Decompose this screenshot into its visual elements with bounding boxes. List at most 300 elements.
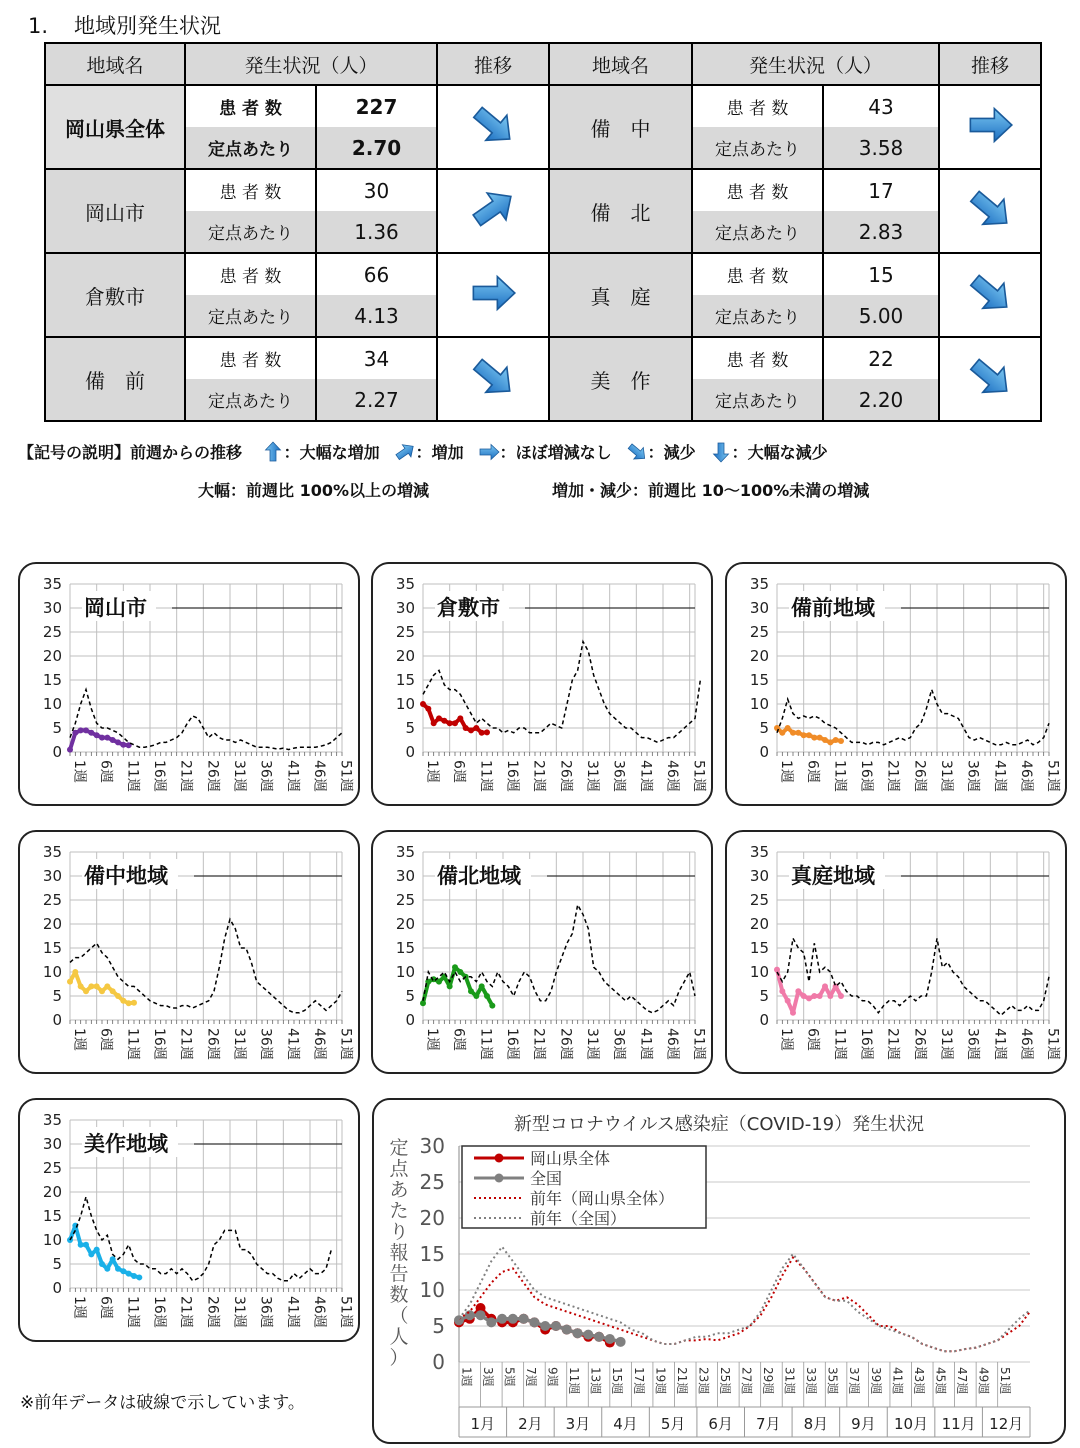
- x-tick-label: 36週: [610, 1028, 627, 1060]
- status-values: [185, 85, 437, 169]
- region-name: 美 作: [549, 337, 692, 421]
- x-tick-label: 26週: [911, 760, 928, 792]
- data-point: [94, 732, 100, 738]
- data-point: [88, 730, 94, 736]
- x-tick-label: 36週: [610, 760, 627, 792]
- y-tick-label: 20: [42, 1183, 62, 1201]
- x-tick-label: 49週: [976, 1367, 991, 1395]
- data-point: [806, 732, 812, 738]
- y-axis-label-char: り: [389, 1221, 409, 1243]
- data-point: [78, 1242, 84, 1248]
- y-tick-label: 5: [759, 987, 769, 1005]
- y-tick-label: 20: [749, 647, 769, 665]
- data-point: [94, 1247, 100, 1253]
- data-point: [420, 701, 426, 707]
- data-point: [115, 993, 121, 999]
- prev-year-series-line: [70, 919, 342, 1013]
- data-point: [529, 1317, 539, 1327]
- data-point: [484, 993, 490, 999]
- increase-arrow-icon: [394, 441, 416, 467]
- patients-value: 22: [868, 346, 894, 371]
- y-axis-label-char: （: [389, 1305, 409, 1327]
- x-tick-label: 36週: [257, 1296, 274, 1328]
- x-tick-label: 41週: [284, 1296, 301, 1328]
- y-tick-label: 25: [42, 891, 62, 909]
- chart-svg: [20, 1100, 358, 1340]
- y-tick-label: 25: [749, 891, 769, 909]
- per-sentinel-label: 定点あたり: [693, 379, 824, 420]
- x-tick-label: 46週: [664, 760, 680, 792]
- trend-legend: 【記号の説明】前週からの推移 ：大幅な増加 ：増加 ：ほぼ増減なし ：減少 ：大幅な減少: [18, 440, 828, 467]
- data-point: [120, 742, 126, 748]
- data-point: [94, 983, 100, 989]
- data-point: [83, 727, 89, 733]
- data-point: [452, 720, 458, 726]
- patients-label: 患 者 数: [186, 254, 317, 295]
- month-label: 2月: [518, 1415, 543, 1433]
- x-tick-label: 47週: [954, 1367, 969, 1395]
- prev-year-series-line: [777, 938, 1049, 1015]
- data-point: [838, 993, 844, 999]
- x-tick-label: 11週: [124, 1028, 141, 1060]
- trend-cell: [939, 85, 1041, 169]
- y-tick-label: 10: [749, 695, 769, 713]
- x-tick-label: 36週: [964, 1028, 981, 1060]
- region-chart: [725, 830, 1067, 1074]
- per-sentinel-label: 定点あたり: [186, 127, 317, 168]
- per-sentinel-value: 1.36: [317, 211, 436, 252]
- y-tick-label: 10: [395, 963, 415, 981]
- x-tick-label: 17週: [631, 1367, 646, 1395]
- x-tick-label: 46週: [311, 1296, 327, 1328]
- patients-value: 17: [868, 178, 894, 203]
- x-tick-label: 51週: [337, 1028, 354, 1060]
- x-tick-label: 26週: [204, 760, 221, 792]
- data-point: [497, 1314, 507, 1324]
- series-line: [459, 1247, 1030, 1351]
- x-tick-label: 36週: [257, 760, 274, 792]
- y-tick-label: 35: [42, 1111, 62, 1129]
- patients-label: 患 者 数: [693, 338, 824, 379]
- x-tick-label: 23週: [696, 1367, 711, 1395]
- data-point: [447, 720, 453, 726]
- x-tick-label: 51週: [690, 1028, 707, 1060]
- y-axis-label-char: 報: [389, 1242, 409, 1264]
- data-point: [78, 727, 84, 733]
- x-tick-label: 21週: [530, 1028, 547, 1060]
- region-name: 岡山県全体: [45, 85, 185, 169]
- chart-title: 備前地域: [791, 596, 875, 620]
- data-point: [785, 998, 791, 1004]
- month-label: 8月: [803, 1415, 829, 1433]
- x-tick-label: 26週: [204, 1296, 221, 1328]
- trend-cell: [939, 169, 1041, 253]
- data-point: [486, 1317, 496, 1327]
- decrease-arrow-icon: [626, 441, 648, 467]
- x-tick-label: 6週: [804, 760, 821, 783]
- y-tick-label: 0: [405, 743, 415, 761]
- x-tick-label: 36週: [964, 760, 981, 792]
- data-point: [484, 729, 490, 735]
- x-tick-label: 41週: [637, 760, 654, 792]
- data-point: [67, 979, 73, 985]
- x-tick-label: 33週: [804, 1367, 819, 1395]
- data-point: [126, 1271, 132, 1277]
- x-tick-label: 5週: [502, 1367, 517, 1387]
- y-tick-label: 30: [395, 867, 415, 885]
- per-sentinel-label: 定点あたり: [693, 211, 824, 252]
- y-tick-label: 15: [749, 671, 769, 689]
- patients-value: 227: [355, 94, 398, 119]
- data-point: [99, 1261, 105, 1267]
- y-tick-label: 0: [759, 1011, 769, 1029]
- y-tick-label: 35: [395, 843, 415, 861]
- y-tick-label: 5: [52, 719, 62, 737]
- y-tick-label: 15: [42, 939, 62, 957]
- y-tick-label: 10: [42, 963, 62, 981]
- legend-label: 前年（岡山県全体）: [530, 1189, 675, 1208]
- y-tick-label: 25: [749, 623, 769, 641]
- header-status: 発生状況（人）: [185, 43, 437, 85]
- x-tick-label: 41週: [991, 760, 1008, 792]
- data-point: [540, 1321, 550, 1331]
- data-point: [431, 720, 437, 726]
- data-point: [468, 988, 474, 994]
- data-point: [457, 715, 463, 721]
- per-sentinel-value: 2.70: [317, 127, 436, 168]
- chart-svg: [20, 832, 358, 1072]
- y-tick-label: 5: [405, 719, 415, 737]
- x-tick-label: 1週: [71, 1028, 87, 1051]
- data-point: [88, 983, 94, 989]
- header-trend: 推移: [437, 43, 549, 85]
- x-tick-label: 31週: [231, 1296, 247, 1328]
- data-point: [454, 1315, 464, 1325]
- x-tick-label: 51週: [337, 760, 354, 792]
- patients-value: 30: [363, 178, 390, 203]
- data-point: [131, 1273, 137, 1279]
- y-tick-label: 20: [395, 647, 415, 665]
- x-tick-label: 6週: [804, 1028, 821, 1051]
- x-tick-label: 31週: [938, 760, 954, 792]
- legend-item: [478, 443, 612, 462]
- legend-item-label: ：大幅な増加: [283, 443, 380, 462]
- data-point: [594, 1332, 604, 1342]
- patients-label: 患 者 数: [186, 170, 317, 211]
- x-tick-label: 1週: [459, 1367, 474, 1387]
- data-point: [811, 735, 817, 741]
- legend-label: 岡山県全体: [530, 1149, 611, 1168]
- month-label: 11月: [941, 1415, 976, 1433]
- y-tick-label: 30: [749, 599, 769, 617]
- month-label: 10月: [893, 1415, 929, 1433]
- per-sentinel-label: 定点あたり: [186, 379, 317, 420]
- data-point: [489, 1003, 495, 1009]
- x-tick-label: 51週: [690, 760, 707, 792]
- x-tick-label: 16週: [504, 760, 520, 792]
- x-tick-label: 1週: [424, 760, 440, 783]
- header-trend: 推移: [939, 43, 1041, 85]
- y-tick-label: 10: [395, 695, 415, 713]
- chart-title: 備北地域: [437, 864, 521, 888]
- status-values: [692, 337, 939, 421]
- y-tick-label: 25: [419, 1170, 445, 1194]
- patients-value: 43: [868, 94, 894, 119]
- decrease-arrow-icon: [469, 384, 517, 406]
- month-label: 7月: [756, 1415, 781, 1433]
- data-point: [801, 732, 807, 738]
- y-tick-label: 25: [395, 623, 415, 641]
- y-tick-label: 0: [52, 1011, 62, 1029]
- y-tick-label: 25: [42, 623, 62, 641]
- y-tick-label: 0: [759, 743, 769, 761]
- header-status: 発生状況（人）: [692, 43, 939, 85]
- legend-item-label: ：ほぼ増減なし: [499, 443, 612, 462]
- y-tick-label: 5: [759, 719, 769, 737]
- data-point: [468, 727, 474, 733]
- data-point: [779, 730, 785, 736]
- x-tick-label: 16週: [858, 760, 874, 792]
- x-tick-label: 11週: [567, 1367, 582, 1395]
- legend-item-label: ：増加: [415, 443, 464, 462]
- y-tick-label: 5: [432, 1314, 445, 1338]
- data-point: [795, 730, 801, 736]
- increase-arrow-icon: [469, 216, 517, 238]
- per-sentinel-value: 2.20: [824, 379, 938, 420]
- x-tick-label: 26週: [204, 1028, 221, 1060]
- decrease-arrow-icon: [966, 384, 1014, 406]
- y-tick-label: 5: [52, 987, 62, 1005]
- x-tick-label: 21週: [177, 760, 194, 792]
- data-point: [473, 993, 479, 999]
- y-tick-label: 5: [405, 987, 415, 1005]
- per-sentinel-label: 定点あたり: [186, 211, 317, 252]
- table-row: [45, 253, 1041, 337]
- data-point: [120, 998, 126, 1004]
- x-tick-label: 3週: [480, 1367, 495, 1387]
- data-point: [779, 988, 785, 994]
- y-tick-label: 20: [395, 915, 415, 933]
- data-point: [83, 988, 89, 994]
- x-tick-label: 15週: [610, 1367, 625, 1395]
- data-point: [479, 983, 485, 989]
- status-values: [185, 169, 437, 253]
- x-tick-label: 1週: [424, 1028, 440, 1051]
- trend-cell: [437, 169, 549, 253]
- data-point: [126, 1000, 132, 1006]
- data-point: [806, 995, 812, 1001]
- x-tick-label: 13週: [588, 1367, 603, 1395]
- y-axis-label-char: た: [389, 1200, 409, 1222]
- table-row: [45, 85, 1041, 169]
- decrease-arrow-icon: [469, 132, 517, 154]
- x-tick-label: 7週: [524, 1367, 539, 1387]
- x-tick-label: 31週: [782, 1367, 797, 1395]
- y-tick-label: 20: [42, 915, 62, 933]
- x-tick-label: 26週: [557, 760, 574, 792]
- trend-cell: [437, 253, 549, 337]
- data-point: [573, 1328, 583, 1338]
- region-chart: [18, 562, 360, 806]
- status-values: [692, 169, 939, 253]
- month-label: 6月: [708, 1415, 733, 1433]
- legend-marker: [495, 1154, 504, 1163]
- data-point: [476, 1310, 486, 1320]
- flat-arrow-icon: [478, 441, 500, 467]
- y-tick-label: 20: [419, 1206, 445, 1230]
- data-point: [115, 739, 121, 745]
- x-tick-label: 16週: [858, 1028, 874, 1060]
- x-tick-label: 46週: [311, 760, 327, 792]
- y-tick-label: 15: [42, 1207, 62, 1225]
- chart-title: 倉敷市: [437, 596, 500, 620]
- data-point: [822, 737, 828, 743]
- patients-label: 患 者 数: [186, 86, 317, 127]
- table-row: [45, 337, 1041, 421]
- y-tick-label: 30: [42, 867, 62, 885]
- data-point: [447, 983, 453, 989]
- y-axis-label-char: 告: [389, 1263, 409, 1285]
- month-label: 9月: [851, 1415, 876, 1433]
- x-tick-label: 6週: [97, 1028, 114, 1051]
- x-tick-label: 46週: [311, 1028, 327, 1060]
- data-point: [104, 983, 110, 989]
- x-tick-label: 11週: [477, 1028, 494, 1060]
- chart-title: 美作地域: [84, 1132, 168, 1156]
- y-axis-label-char: 人: [389, 1326, 409, 1348]
- data-point: [465, 1310, 475, 1320]
- legend-label: 前年（全国）: [530, 1209, 627, 1228]
- x-tick-label: 51週: [337, 1296, 354, 1328]
- per-sentinel-label: 定点あたり: [186, 295, 317, 336]
- x-tick-label: 41週: [637, 1028, 654, 1060]
- data-point: [605, 1334, 615, 1344]
- data-point: [110, 737, 116, 743]
- chart-svg: [373, 564, 711, 804]
- decrease-arrow-icon: [966, 216, 1014, 238]
- y-tick-label: 0: [52, 1279, 62, 1297]
- y-tick-label: 0: [52, 743, 62, 761]
- x-tick-label: 31週: [584, 760, 600, 792]
- trend-cell: [939, 337, 1041, 421]
- y-axis-label-char: ）: [389, 1347, 409, 1369]
- x-tick-label: 51週: [998, 1367, 1013, 1395]
- chart-title: 真庭地域: [791, 864, 875, 888]
- x-tick-label: 26週: [557, 1028, 574, 1060]
- current-series-line: [70, 730, 129, 749]
- y-tick-label: 25: [395, 891, 415, 909]
- chart-svg: [374, 1100, 1064, 1442]
- data-point: [790, 1010, 796, 1016]
- y-tick-label: 30: [419, 1134, 445, 1158]
- y-tick-label: 35: [749, 843, 769, 861]
- x-tick-label: 29週: [761, 1367, 776, 1395]
- flat-arrow-icon: [469, 300, 517, 322]
- data-point: [473, 725, 479, 731]
- x-tick-label: 21週: [177, 1296, 194, 1328]
- data-point: [795, 988, 801, 994]
- x-tick-label: 36週: [257, 1028, 274, 1060]
- table-header-row: [45, 43, 1041, 85]
- data-point: [452, 964, 458, 970]
- chart-title: 備中地域: [84, 864, 168, 888]
- x-tick-label: 25週: [717, 1367, 732, 1395]
- x-tick-label: 41週: [890, 1367, 905, 1395]
- data-point: [104, 1266, 110, 1272]
- chart-svg: [727, 832, 1065, 1072]
- legend-label: 全国: [530, 1169, 563, 1188]
- data-point: [562, 1325, 572, 1335]
- data-point: [833, 737, 839, 743]
- data-point: [72, 969, 78, 975]
- region-chart: [371, 830, 713, 1074]
- trend-cell: [437, 85, 549, 169]
- x-tick-label: 31週: [231, 1028, 247, 1060]
- x-tick-label: 46週: [664, 1028, 680, 1060]
- header-region: 地域名: [549, 43, 692, 85]
- data-point: [801, 993, 807, 999]
- data-point: [441, 718, 447, 724]
- y-axis-label-char: 数: [389, 1284, 409, 1306]
- y-tick-label: 30: [42, 1135, 62, 1153]
- big-increase-arrow-icon: [262, 441, 284, 467]
- x-tick-label: 37週: [847, 1367, 862, 1395]
- per-sentinel-value: 2.83: [824, 211, 938, 252]
- data-point: [827, 993, 833, 999]
- x-tick-label: 9週: [545, 1367, 560, 1387]
- y-tick-label: 35: [42, 575, 62, 593]
- y-tick-label: 35: [749, 575, 769, 593]
- chart-svg: [373, 832, 711, 1072]
- month-label: 12月: [989, 1415, 1024, 1433]
- data-point: [508, 1314, 518, 1324]
- patients-value: 15: [868, 262, 894, 287]
- legend-item-label: ：減少: [647, 443, 696, 462]
- y-tick-label: 15: [749, 939, 769, 957]
- y-tick-label: 30: [749, 867, 769, 885]
- data-point: [551, 1321, 561, 1331]
- y-tick-label: 5: [52, 1255, 62, 1273]
- decrease-arrow-icon: [966, 300, 1014, 322]
- region-chart: [18, 1098, 360, 1342]
- x-tick-label: 43週: [911, 1367, 926, 1395]
- patients-label: 患 者 数: [693, 254, 824, 295]
- patients-label: 患 者 数: [693, 86, 824, 127]
- x-tick-label: 1週: [71, 760, 87, 783]
- legend-note-small: 増加・減少：前週比 10～100%未満の増減: [552, 481, 870, 500]
- legend-item: [626, 443, 696, 462]
- x-tick-label: 35週: [825, 1367, 840, 1395]
- data-point: [817, 993, 823, 999]
- data-point: [88, 1251, 94, 1257]
- covid-national-chart: [372, 1098, 1066, 1444]
- y-tick-label: 0: [405, 1011, 415, 1029]
- legend-note-big: 大幅：前週比 100%以上の増減: [198, 481, 430, 500]
- region-name: 備 前: [45, 337, 185, 421]
- legend-item: [262, 443, 380, 462]
- x-tick-label: 16週: [151, 1028, 167, 1060]
- x-tick-label: 45週: [933, 1367, 948, 1395]
- data-point: [463, 725, 469, 731]
- data-point: [583, 1330, 593, 1340]
- data-point: [457, 969, 463, 975]
- x-tick-label: 6週: [97, 760, 114, 783]
- x-tick-label: 27週: [739, 1367, 754, 1395]
- data-point: [99, 988, 105, 994]
- data-point: [616, 1337, 626, 1347]
- data-point: [822, 983, 828, 989]
- data-point: [790, 730, 796, 736]
